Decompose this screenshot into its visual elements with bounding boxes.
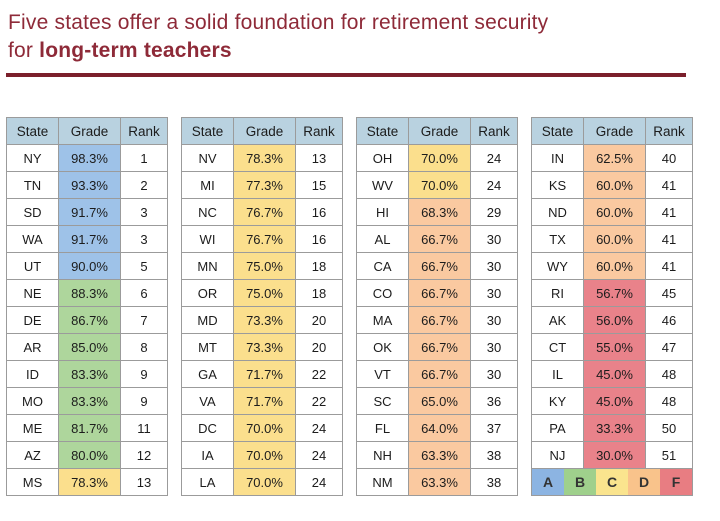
rank-cell: 48	[646, 361, 693, 388]
grade-cell: 71.7%	[234, 388, 296, 415]
rank-cell: 11	[121, 415, 168, 442]
table-row	[182, 253, 343, 280]
grade-cell: 60.0%	[584, 226, 646, 253]
grade-table-3	[356, 117, 518, 496]
legend-grade-a: A	[532, 469, 564, 495]
grade-cell: 83.3%	[59, 388, 121, 415]
table-header-row	[532, 118, 693, 145]
table-row	[182, 334, 343, 361]
grade-cell: 71.7%	[234, 361, 296, 388]
grade-legend-strip	[532, 469, 692, 495]
rank-cell: 40	[646, 145, 693, 172]
table-row	[532, 226, 693, 253]
grade-cell: 83.3%	[59, 361, 121, 388]
table-row	[357, 334, 518, 361]
column-header-state: State	[357, 118, 409, 145]
state-cell: MD	[182, 307, 234, 334]
legend-grade-f: F	[660, 469, 692, 495]
grade-cell: 75.0%	[234, 253, 296, 280]
grade-cell: 73.3%	[234, 334, 296, 361]
state-cell: CO	[357, 280, 409, 307]
state-cell: GA	[182, 361, 234, 388]
table-row	[7, 334, 168, 361]
state-cell: NJ	[532, 442, 584, 469]
grade-cell: 88.3%	[59, 280, 121, 307]
rank-cell: 37	[471, 415, 518, 442]
state-cell: OR	[182, 280, 234, 307]
grade-cell: 77.3%	[234, 172, 296, 199]
grade-cell: 98.3%	[59, 145, 121, 172]
state-cell: TX	[532, 226, 584, 253]
rank-cell: 18	[296, 280, 343, 307]
state-cell: NH	[357, 442, 409, 469]
rank-cell: 30	[471, 307, 518, 334]
state-cell: NM	[357, 469, 409, 496]
table-row	[182, 442, 343, 469]
column-header-grade: Grade	[584, 118, 646, 145]
state-cell: MA	[357, 307, 409, 334]
table-header-row	[7, 118, 168, 145]
legend-grade-c: C	[596, 469, 628, 495]
state-cell: AZ	[7, 442, 59, 469]
grade-cell: 70.0%	[234, 415, 296, 442]
table-row	[532, 361, 693, 388]
grade-cell: 33.3%	[584, 415, 646, 442]
grade-cell: 70.0%	[234, 469, 296, 496]
state-cell: SD	[7, 199, 59, 226]
grade-cell: 80.0%	[59, 442, 121, 469]
table-row	[182, 469, 343, 496]
state-cell: WY	[532, 253, 584, 280]
grade-cell: 66.7%	[409, 280, 471, 307]
column-header-grade: Grade	[409, 118, 471, 145]
table-row	[182, 388, 343, 415]
table-row	[7, 361, 168, 388]
grade-cell: 62.5%	[584, 145, 646, 172]
slide-title-line2-prefix: for	[8, 38, 40, 62]
state-cell: VA	[182, 388, 234, 415]
grade-table-4	[531, 117, 693, 496]
grade-cell: 66.7%	[409, 307, 471, 334]
state-cell: ND	[532, 199, 584, 226]
state-cell: DE	[7, 307, 59, 334]
state-cell: UT	[7, 253, 59, 280]
table-row	[182, 361, 343, 388]
rank-cell: 50	[646, 415, 693, 442]
table-row	[357, 442, 518, 469]
rank-cell: 30	[471, 334, 518, 361]
table-row	[182, 145, 343, 172]
grade-legend	[532, 469, 693, 496]
grade-cell: 70.0%	[409, 172, 471, 199]
rank-cell: 48	[646, 388, 693, 415]
table-row	[357, 145, 518, 172]
table-row	[357, 415, 518, 442]
grade-cell: 86.7%	[59, 307, 121, 334]
table-row	[182, 415, 343, 442]
rank-cell: 24	[296, 469, 343, 496]
table-row	[7, 253, 168, 280]
legend-grade-b: B	[564, 469, 596, 495]
state-cell: NY	[7, 145, 59, 172]
state-cell: DC	[182, 415, 234, 442]
table-row	[357, 172, 518, 199]
grade-cell: 56.7%	[584, 280, 646, 307]
rank-cell: 18	[296, 253, 343, 280]
table-row	[532, 199, 693, 226]
state-cell: NC	[182, 199, 234, 226]
table-row	[532, 388, 693, 415]
table-row	[182, 172, 343, 199]
rank-cell: 16	[296, 199, 343, 226]
column-header-state: State	[182, 118, 234, 145]
state-cell: CT	[532, 334, 584, 361]
grade-cell: 91.7%	[59, 199, 121, 226]
grade-cell: 63.3%	[409, 469, 471, 496]
rank-cell: 24	[471, 172, 518, 199]
rank-cell: 41	[646, 226, 693, 253]
table-row	[532, 280, 693, 307]
state-cell: MO	[7, 388, 59, 415]
table-row	[7, 307, 168, 334]
state-cell: KY	[532, 388, 584, 415]
grade-cell: 81.7%	[59, 415, 121, 442]
rank-cell: 20	[296, 307, 343, 334]
state-cell: TN	[7, 172, 59, 199]
table-row	[7, 145, 168, 172]
table-row	[7, 226, 168, 253]
column-header-rank: Rank	[296, 118, 343, 145]
state-cell: NV	[182, 145, 234, 172]
state-cell: PA	[532, 415, 584, 442]
state-cell: RI	[532, 280, 584, 307]
rank-cell: 16	[296, 226, 343, 253]
table-row	[7, 415, 168, 442]
table-row	[357, 469, 518, 496]
grade-cell: 30.0%	[584, 442, 646, 469]
rank-cell: 3	[121, 226, 168, 253]
state-cell: AR	[7, 334, 59, 361]
state-cell: KS	[532, 172, 584, 199]
grade-cell: 78.3%	[234, 145, 296, 172]
state-cell: WA	[7, 226, 59, 253]
column-header-rank: Rank	[646, 118, 693, 145]
column-header-state: State	[532, 118, 584, 145]
grade-cell: 68.3%	[409, 199, 471, 226]
table-row	[357, 199, 518, 226]
state-cell: IN	[532, 145, 584, 172]
grade-cell: 60.0%	[584, 172, 646, 199]
table-row	[7, 280, 168, 307]
table-row	[357, 307, 518, 334]
rank-cell: 51	[646, 442, 693, 469]
rank-cell: 30	[471, 280, 518, 307]
state-cell: IL	[532, 361, 584, 388]
slide-title-line1: Five states offer a solid foundation for retirement security	[8, 11, 549, 34]
grade-cell: 75.0%	[234, 280, 296, 307]
rank-cell: 8	[121, 334, 168, 361]
column-header-rank: Rank	[471, 118, 518, 145]
table-row	[182, 280, 343, 307]
rank-cell: 24	[296, 415, 343, 442]
rank-cell: 24	[471, 145, 518, 172]
grade-table-1	[6, 117, 168, 496]
grade-cell: 93.3%	[59, 172, 121, 199]
state-cell: MT	[182, 334, 234, 361]
state-cell: FL	[357, 415, 409, 442]
state-cell: MS	[7, 469, 59, 496]
grade-cell: 73.3%	[234, 307, 296, 334]
rank-cell: 45	[646, 280, 693, 307]
table-row	[7, 442, 168, 469]
rank-cell: 30	[471, 253, 518, 280]
table-row	[7, 199, 168, 226]
rank-cell: 30	[471, 361, 518, 388]
state-cell: ID	[7, 361, 59, 388]
slide-title-line2-bold: long-term teachers	[39, 38, 232, 62]
table-row	[532, 334, 693, 361]
state-cell: CA	[357, 253, 409, 280]
rank-cell: 12	[121, 442, 168, 469]
rank-cell: 24	[296, 442, 343, 469]
rank-cell: 46	[646, 307, 693, 334]
table-header-row	[182, 118, 343, 145]
grade-cell: 55.0%	[584, 334, 646, 361]
grade-cell: 66.7%	[409, 253, 471, 280]
rank-cell: 22	[296, 361, 343, 388]
grade-cell: 76.7%	[234, 226, 296, 253]
grade-cell: 60.0%	[584, 199, 646, 226]
state-cell: WV	[357, 172, 409, 199]
state-cell: ME	[7, 415, 59, 442]
rank-cell: 6	[121, 280, 168, 307]
grade-cell: 66.7%	[409, 226, 471, 253]
state-cell: OH	[357, 145, 409, 172]
rank-cell: 2	[121, 172, 168, 199]
rank-cell: 7	[121, 307, 168, 334]
table-row	[532, 442, 693, 469]
grade-cell: 90.0%	[59, 253, 121, 280]
grade-cell: 78.3%	[59, 469, 121, 496]
rank-cell: 29	[471, 199, 518, 226]
rank-cell: 22	[296, 388, 343, 415]
table-row	[7, 388, 168, 415]
rank-cell: 3	[121, 199, 168, 226]
rank-cell: 1	[121, 145, 168, 172]
state-cell: HI	[357, 199, 409, 226]
table-row	[182, 199, 343, 226]
grade-cell: 85.0%	[59, 334, 121, 361]
grade-cell: 64.0%	[409, 415, 471, 442]
table-row	[532, 145, 693, 172]
grade-cell: 70.0%	[409, 145, 471, 172]
state-cell: AL	[357, 226, 409, 253]
legend-grade-d: D	[628, 469, 660, 495]
table-row	[532, 415, 693, 442]
column-header-rank: Rank	[121, 118, 168, 145]
state-cell: AK	[532, 307, 584, 334]
table-row	[357, 226, 518, 253]
state-cell: MI	[182, 172, 234, 199]
table-row	[182, 226, 343, 253]
column-header-state: State	[7, 118, 59, 145]
grade-cell: 65.0%	[409, 388, 471, 415]
state-cell: NE	[7, 280, 59, 307]
state-cell: WI	[182, 226, 234, 253]
grade-cell: 45.0%	[584, 388, 646, 415]
table-row	[532, 253, 693, 280]
grade-cell: 63.3%	[409, 442, 471, 469]
title-divider	[6, 73, 686, 77]
table-row	[532, 307, 693, 334]
grade-cell: 70.0%	[234, 442, 296, 469]
table-row	[532, 172, 693, 199]
state-cell: VT	[357, 361, 409, 388]
table-row	[182, 307, 343, 334]
rank-cell: 41	[646, 172, 693, 199]
table-row	[357, 388, 518, 415]
grade-cell: 66.7%	[409, 361, 471, 388]
rank-cell: 5	[121, 253, 168, 280]
grade-cell: 45.0%	[584, 361, 646, 388]
column-header-grade: Grade	[59, 118, 121, 145]
rank-cell: 38	[471, 469, 518, 496]
grade-cell: 56.0%	[584, 307, 646, 334]
table-row	[357, 253, 518, 280]
state-grade-tables	[0, 117, 720, 496]
slide-title	[8, 9, 708, 64]
table-header-row	[357, 118, 518, 145]
rank-cell: 47	[646, 334, 693, 361]
rank-cell: 41	[646, 199, 693, 226]
grade-table-2	[181, 117, 343, 496]
rank-cell: 36	[471, 388, 518, 415]
rank-cell: 9	[121, 361, 168, 388]
table-row	[7, 172, 168, 199]
table-row	[357, 280, 518, 307]
rank-cell: 20	[296, 334, 343, 361]
rank-cell: 41	[646, 253, 693, 280]
rank-cell: 15	[296, 172, 343, 199]
state-cell: LA	[182, 469, 234, 496]
rank-cell: 13	[296, 145, 343, 172]
rank-cell: 38	[471, 442, 518, 469]
grade-cell: 66.7%	[409, 334, 471, 361]
column-header-grade: Grade	[234, 118, 296, 145]
grade-cell: 60.0%	[584, 253, 646, 280]
grade-cell: 91.7%	[59, 226, 121, 253]
table-row	[357, 361, 518, 388]
rank-cell: 13	[121, 469, 168, 496]
table-row	[7, 469, 168, 496]
rank-cell: 9	[121, 388, 168, 415]
state-cell: SC	[357, 388, 409, 415]
grade-cell: 76.7%	[234, 199, 296, 226]
rank-cell: 30	[471, 226, 518, 253]
state-cell: IA	[182, 442, 234, 469]
state-cell: MN	[182, 253, 234, 280]
grade-legend-row	[532, 469, 693, 496]
state-cell: OK	[357, 334, 409, 361]
